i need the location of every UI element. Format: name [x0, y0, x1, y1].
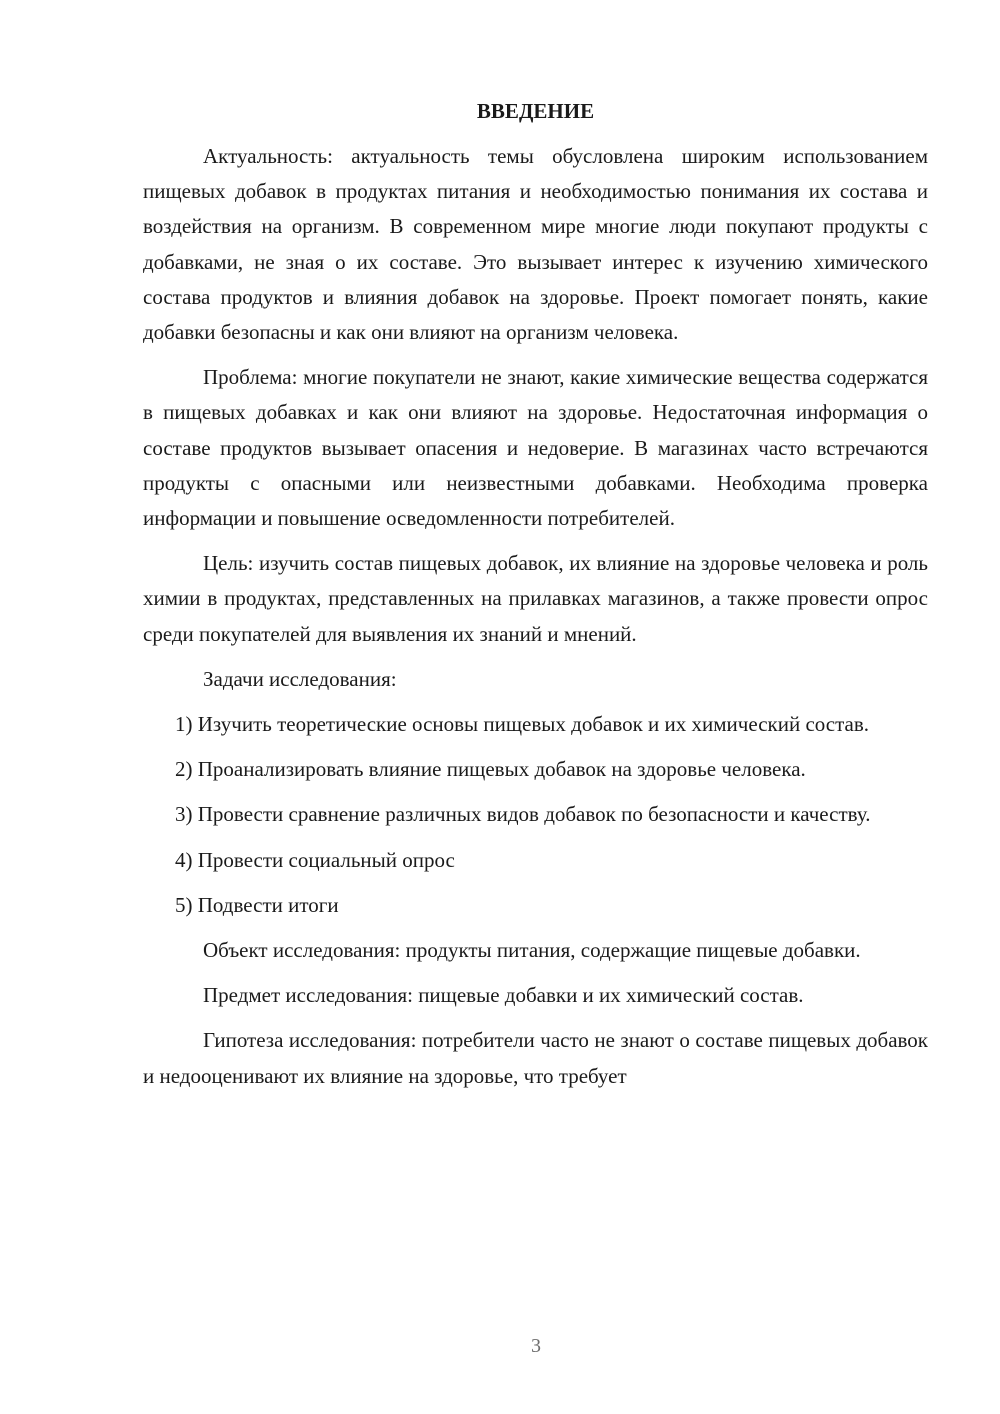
- section-heading: ВВЕДЕНИЕ: [476, 99, 595, 123]
- task-item-2: 2) Проанализировать влияние пищевых добавок на здоровье человека.: [175, 757, 806, 782]
- paragraph-tasks-title: Задачи исследования:: [203, 666, 397, 691]
- task-item-1: 1) Изучить теоретические основы пищевых добавок и их химический состав.: [175, 712, 870, 737]
- paragraph-subject: Предмет исследования: пищевые добавки и их химический состав.: [203, 983, 804, 1008]
- page-content: [143, 97, 928, 1104]
- paragraph-object: Объект исследования: продукты питания, содержащие пищевые добавки.: [203, 938, 861, 963]
- task-item-4: 4) Провести социальный опрос: [175, 847, 455, 872]
- paragraph-relevance: Актуальность: актуальность темы обусловлена широким использованием пищевых добавок в продуктах питания и необходимостью понимания их состава и воздействия на организм. В современном мире многие люди покупают продукты с добавками, не зная о их составе. Это вызывает интерес к изучению химического состава продуктов и влияния добавок на здоровье. Проект помогает понять, какие добавки безопасны и как они влияют на организм человека.: [143, 144, 928, 345]
- task-item-5: 5) Подвести итоги: [175, 892, 339, 917]
- paragraph-goal: Цель: изучить состав пищевых добавок, их влияние на здоровье человека и роль химии в продуктах, представленных на прилавках магазинов, а также провести опрос среди покупателей для выявления их знаний и мнений.: [143, 551, 928, 646]
- paragraph-problem: Проблема: многие покупатели не знают, какие химические вещества содержатся в пищевых добавках и как они влияют на здоровье. Недостаточная информация о составе продуктов вызывает опасения и недоверие. В магазинах часто встречаются продукты с опасными или неизвестными добавками. Необходима проверка информации и повышение осведомленности потребителей.: [143, 365, 928, 531]
- page-number: 3: [531, 1335, 541, 1357]
- task-item-3: 3) Провести сравнение различных видов добавок по безопасности и качеству.: [175, 802, 871, 827]
- paragraph-hypothesis: Гипотеза исследования: потребители часто не знают о составе пищевых добавок и недооценивают их влияние на здоровье, что требует: [143, 1028, 928, 1088]
